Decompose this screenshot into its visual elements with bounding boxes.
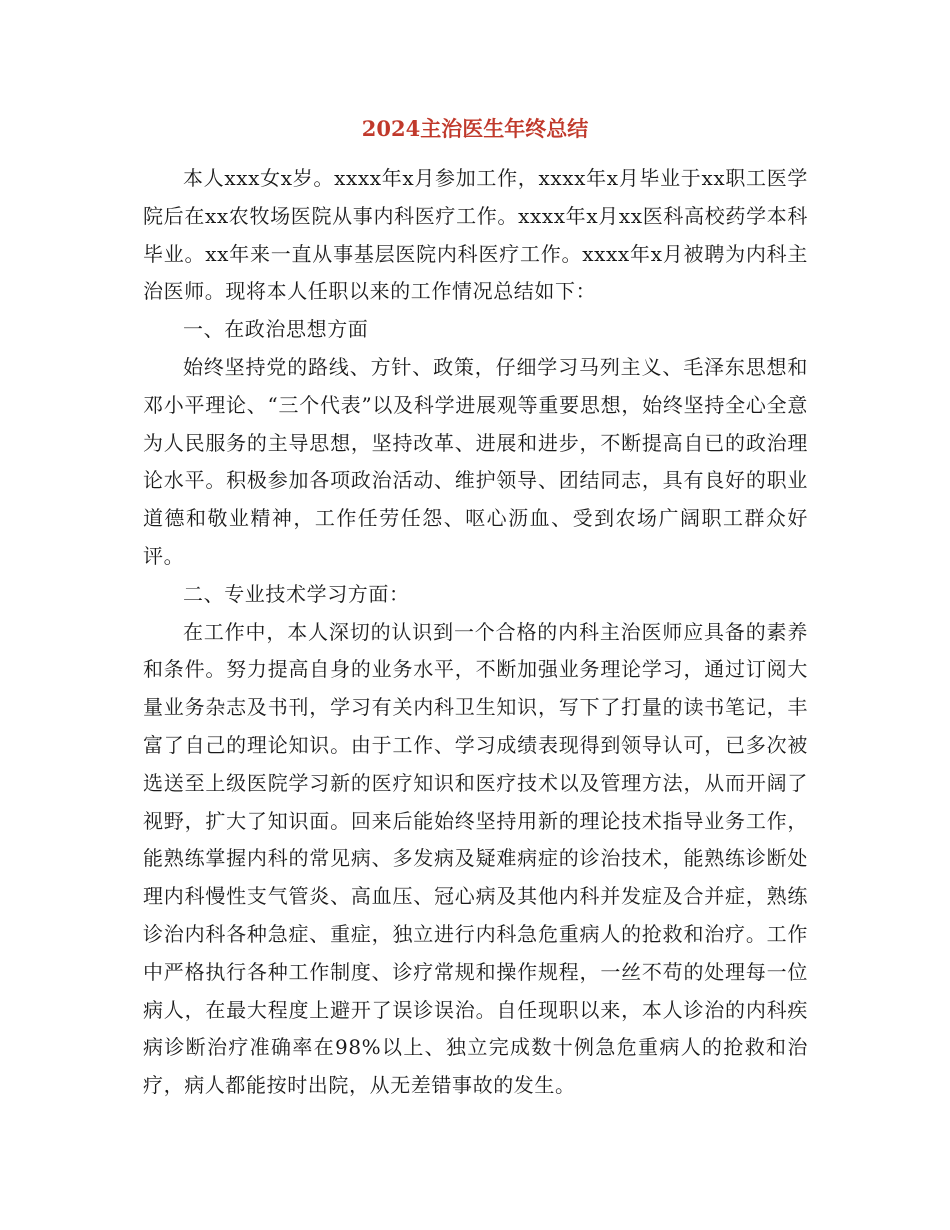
section-heading-political: 一、在政治思想方面: [183, 317, 369, 342]
paragraph-intro: 本人xxx女x岁。xxxx年x月参加工作，xxxx年x月毕业于xx职工医学院后在xx农牧场医院从事内科医疗工作。xxxx年x月xx医科高校药学本科毕业。xx年来一直从事基层医院内科医疗工作。xxxx年x月被聘为内科主治医师。现将本人任职以来的工作情况总结如下：: [143, 166, 808, 304]
paragraph-political: 始终坚持党的路线、方针、政策，仔细学习马列主义、毛泽东思想和邓小平理论、“三个代表”以及科学进展观等重要思想，始终坚持全心全意为人民服务的主导思想，坚持改革、进展和进步，不断提高自已的政治理论水平。积极参加各项政治活动、维护领导、团结同志，具有良好的职业道德和敬业精神，工作任劳任怨、呕心沥血、受到农场广阔职工群众好评。: [143, 354, 808, 568]
section-heading-professional: 二、专业技术学习方面：: [183, 581, 410, 606]
document-body: [143, 160, 808, 1105]
paragraph-professional: 在工作中，本人深切的认识到一个合格的内科主治医师应具备的素养和条件。努力提高自身的业务水平，不断加强业务理论学习，通过订阅大量业务杂志及书刊，学习有关内科卫生知识，写下了打量的读书笔记，丰富了自己的理论知识。由于工作、学习成绩表现得到领导认可，已多次被选送至上级医院学习新的医疗知识和医疗技术以及管理方法，从而开阔了视野，扩大了知识面。回来后能始终坚持用新的理论技术指导业务工作，能熟练掌握内科的常见病、多发病及疑难病症的诊治技术，能熟练诊断处理内科慢性支气管炎、高血压、冠心病及其他内科并发症及合并症，熟练诊治内科各种急症、重症，独立进行内科急危重病人的抢救和治疗。工作中严格执行各种工作制度、诊疗常规和操作规程，一丝不苟的处理每一位病人，在最大程度上避开了误诊误治。自任现职以来，本人诊治的内科疾病诊断治疗准确率在98%以上、独立完成数十例急危重病人的抢救和治疗，病人都能按时出院，从无差错事故的发生。: [143, 619, 808, 1098]
document-title: 2024主治医生年终总结: [361, 116, 589, 141]
